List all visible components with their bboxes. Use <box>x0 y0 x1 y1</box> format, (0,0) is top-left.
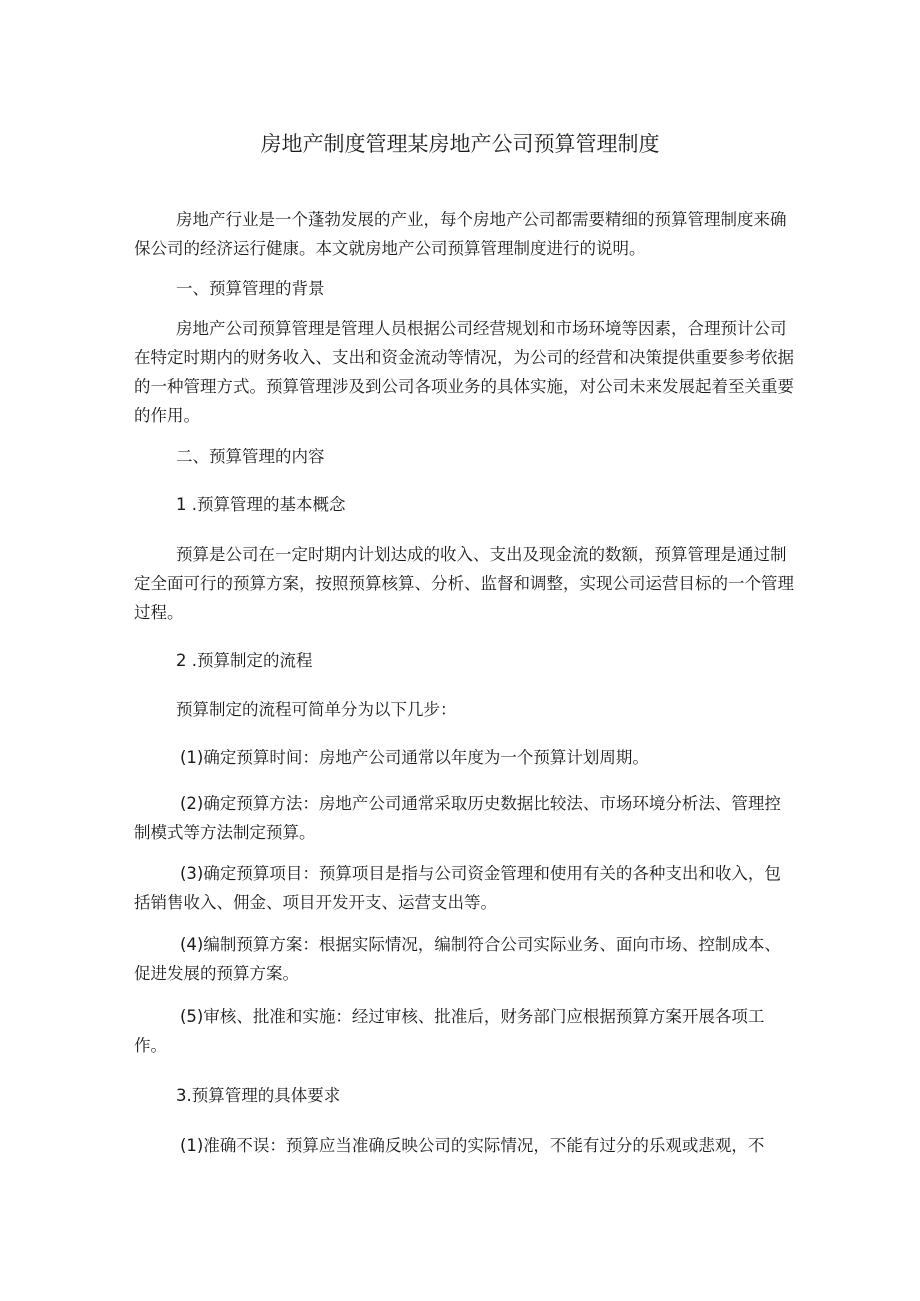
step-2: (2)确定预算方法：房地产公司通常采取历史数据比较法、市场环境分析法、管理控制模式等方法制定预算。 <box>134 794 781 842</box>
section1-heading: 一、预算管理的背景 <box>176 279 325 298</box>
intro-paragraph: 房地产行业是一个蓬勃发展的产业，每个房地产公司都需要精细的预算管理制度来确保公司的经济运行健康。本文就房地产公司预算管理制度进行的说明。 <box>134 210 787 258</box>
document-title: 房地产制度管理某房地产公司预算管理制度 <box>260 132 660 156</box>
subsection2-intro: 预算制定的流程可简单分为以下几步： <box>176 700 457 719</box>
subsection1-heading: 1 .预算管理的基本概念 <box>176 495 346 514</box>
requirement-1: (1)准确不误：预算应当准确反映公司的实际情况，不能有过分的乐观或悲观，不 <box>180 1136 765 1155</box>
subsection2-heading: 2 .预算制定的流程 <box>176 651 313 670</box>
section2-heading: 二、预算管理的内容 <box>176 447 325 466</box>
subsection1-paragraph: 预算是公司在一定时期内计划达成的收入、支出及现金流的数额，预算管理是通过制定全面可行的预算方案，按照预算核算、分析、监督和调整，实现公司运营目标的一个管理过程。 <box>134 545 794 622</box>
step-5: (5)审核、批准和实施：经过审核、批准后，财务部门应根据预算方案开展各项工作。 <box>134 1007 765 1055</box>
step-1: (1)确定预算时间：房地产公司通常以年度为一个预算计划周期。 <box>180 748 649 767</box>
subsection3-heading: 3.预算管理的具体要求 <box>176 1086 341 1105</box>
step-3: (3)确定预算项目：预算项目是指与公司资金管理和使用有关的各种支出和收入，包括销售收入、佣金、项目开发开支、运营支出等。 <box>134 864 781 912</box>
step-4: (4)编制预算方案：根据实际情况，编制符合公司实际业务、面向市场、控制成本、促进发展的预算方案。 <box>134 935 781 983</box>
section1-paragraph: 房地产公司预算管理是管理人员根据公司经营规划和市场环境等因素，合理预计公司在特定时期内的财务收入、支出和资金流动等情况，为公司的经营和决策提供重要参考依据的一种管理方式。预算管理涉及到公司各项业务的具体实施，对公司未来发展起着至关重要的作用。 <box>134 319 794 425</box>
